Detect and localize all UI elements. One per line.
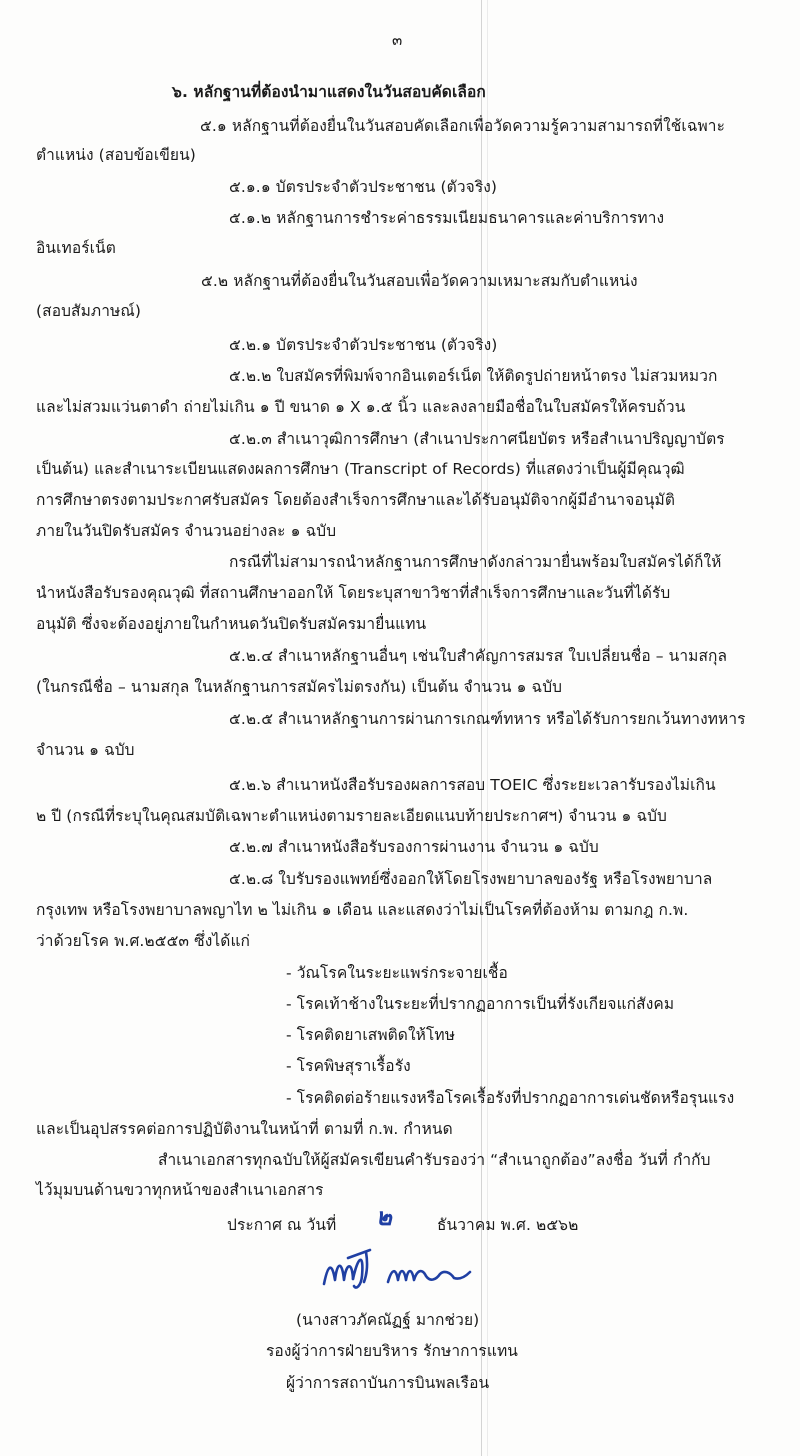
item-5-2-5-line1: ๕.๒.๕ สำเนาหลักฐานการผ่านการเกณฑ์ทหาร หรือได้รับการยกเว้นทางทหาร: [229, 710, 746, 728]
item-5-1-2-line2: อินเทอร์เน็ต: [36, 239, 116, 257]
disease-item: - โรคติดต่อร้ายแรงหรือโรคเรื้อรังที่ปรากฏอาการเด่นชัดหรือรุนแรง: [286, 1089, 735, 1107]
item-5-2-4-line2: (ในกรณีชื่อ – นามสกุล ในหลักฐานการสมัครไม่ตรงกัน) เป็นต้น จำนวน ๑ ฉบับ: [36, 678, 563, 696]
signer-name: (นางสาวภัคณัฏฐ์ มากช่วย): [296, 1311, 480, 1329]
copy-note-line2: ไว้มุมบนด้านขวาทุกหน้าของสำเนาเอกสาร: [36, 1181, 324, 1199]
item-5-2-3-line3: การศึกษาตรงตามประกาศรับสมัคร โดยต้องสำเร็จการศึกษาและได้รับอนุมัติจากผู้มีอำนาจอนุมัติ: [36, 491, 676, 509]
case-paragraph-line1: กรณีที่ไม่สามารถนำหลักฐานการศึกษาดังกล่าวมายื่นพร้อมใบสมัครได้ก็ให้: [229, 553, 722, 571]
item-5-2-3-line1: ๕.๒.๓ สำเนาวุฒิการศึกษา (สำเนาประกาศนียบัตร หรือสำเนาปริญญาบัตร: [229, 430, 725, 448]
disease-item: - โรคติดยาเสพติดให้โทษ: [286, 1026, 456, 1044]
announce-month-year: ธันวาคม พ.ศ. ๒๕๖๒: [437, 1216, 579, 1234]
item-5-2-2-line2: และไม่สวมแว่นตาดำ ถ่ายไม่เกิน ๑ ปี ขนาด ๑ X ๑.๕ นิ้ว และลงลายมือชื่อในใบสมัครให้ครบถ้วน: [36, 398, 686, 416]
page-number: ๓: [392, 31, 403, 49]
copy-note-line1: สำเนาเอกสารทุกฉบับให้ผู้สมัครเขียนคำรับรองว่า “สำเนาถูกต้อง”ลงชื่อ วันที่ กำกับ: [158, 1151, 711, 1169]
item-5-2-3-line2: เป็นต้น) และสำเนาระเบียนแสดงผลการศึกษา (Transcript of Records) ที่แสดงว่าเป็นผู้มีคุณวุฒิ: [36, 460, 685, 478]
item-5-2-1: ๕.๒.๑ บัตรประจำตัวประชาชน (ตัวจริง): [229, 336, 498, 354]
disease-continuation: และเป็นอุปสรรคต่อการปฏิบัติงานในหน้าที่ ตามที่ ก.พ. กำหนด: [36, 1120, 453, 1138]
item-5-1-2-line1: ๕.๑.๒ หลักฐานการชำระค่าธรรมเนียมธนาคารและค่าบริการทาง: [229, 209, 665, 227]
item-5-2-8-line2: กรุงเทพ หรือโรงพยาบาลพญาไท ๒ ไม่เกิน ๑ เดือน และแสดงว่าไม่เป็นโรคที่ต้องห้าม ตามกฎ ก.พ.: [36, 901, 689, 919]
item-5-2-8-line1: ๕.๒.๘ ใบรับรองแพทย์ซึ่งออกให้โดยโรงพยาบาลของรัฐ หรือโรงพยาบาล: [229, 870, 713, 888]
item-5-1-1: ๕.๑.๑ บัตรประจำตัวประชาชน (ตัวจริง): [229, 178, 498, 196]
signer-title-line2: ผู้ว่าการสถาบันการบินพลเรือน: [286, 1374, 490, 1392]
item-5-2-2-line1: ๕.๒.๒ ใบสมัครที่พิมพ์จากอินเตอร์เน็ต ให้ติดรูปถ่ายหน้าตรง ไม่สวมหมวก: [229, 367, 718, 385]
item-5-2-8-line3: ว่าด้วยโรค พ.ศ.๒๕๕๓ ซึ่งได้แก่: [36, 932, 251, 950]
disease-item: - โรคเท้าช้างในระยะที่ปรากฏอาการเป็นที่รังเกียจแก่สังคม: [286, 995, 675, 1013]
signer-title-line1: รองผู้ว่าการฝ่ายบริหาร รักษาการแทน: [266, 1342, 518, 1360]
para-5-1-line2: ตำแหน่ง (สอบข้อเขียน): [36, 146, 196, 164]
announce-date-prefix: ประกาศ ณ วันที่: [227, 1216, 337, 1234]
para-5-1-line1: ๕.๑ หลักฐานที่ต้องยื่นในวันสอบคัดเลือกเพื่อวัดความรู้ความสามารถที่ใช้เฉพาะ: [200, 117, 726, 135]
para-5-2-line2: (สอบสัมภาษณ์): [36, 302, 141, 320]
item-5-2-6-line2: ๒ ปี (กรณีที่ระบุในคุณสมบัติเฉพาะตำแหน่งตามรายละเอียดแนบท้ายประกาศฯ) จำนวน ๑ ฉบับ: [36, 807, 667, 825]
item-5-2-4-line1: ๕.๒.๔ สำเนาหลักฐานอื่นๆ เช่นใบสำคัญการสมรส ใบเปลี่ยนชื่อ – นามสกุล: [229, 647, 728, 665]
disease-item: - วัณโรคในระยะแพร่กระจายเชื้อ: [286, 964, 508, 982]
section-heading: ๖. หลักฐานที่ต้องนำมาแสดงในวันสอบคัดเลือก: [172, 83, 486, 101]
item-5-2-5-line2: จำนวน ๑ ฉบับ: [36, 741, 135, 759]
signature-image: [318, 1246, 478, 1298]
case-paragraph-line3: อนุมัติ ซึ่งจะต้องอยู่ภายในกำหนดวันปิดรับสมัครมายื่นแทน: [36, 615, 427, 633]
para-5-2-line1: ๕.๒ หลักฐานที่ต้องยื่นในวันสอบเพื่อวัดความเหมาะสมกับตำแหน่ง: [201, 272, 638, 290]
item-5-2-7: ๕.๒.๗ สำเนาหนังสือรับรองการผ่านงาน จำนวน ๑ ฉบับ: [229, 838, 599, 856]
item-5-2-6-line1: ๕.๒.๖ สำเนาหนังสือรับรองผลการสอบ TOEIC ซึ่งระยะเวลารับรองไม่เกิน: [229, 776, 716, 794]
announce-day-handwritten: ๒: [376, 1203, 392, 1231]
item-5-2-3-line4: ภายในวันปิดรับสมัคร จำนวนอย่างละ ๑ ฉบับ: [36, 522, 337, 540]
case-paragraph-line2: นำหนังสือรับรองคุณวุฒิ ที่สถานศึกษาออกให้ โดยระบุสาขาวิชาที่สำเร็จการศึกษาและวันที่ได้รับ: [36, 584, 671, 602]
disease-item: - โรคพิษสุราเรื้อรัง: [286, 1057, 411, 1075]
